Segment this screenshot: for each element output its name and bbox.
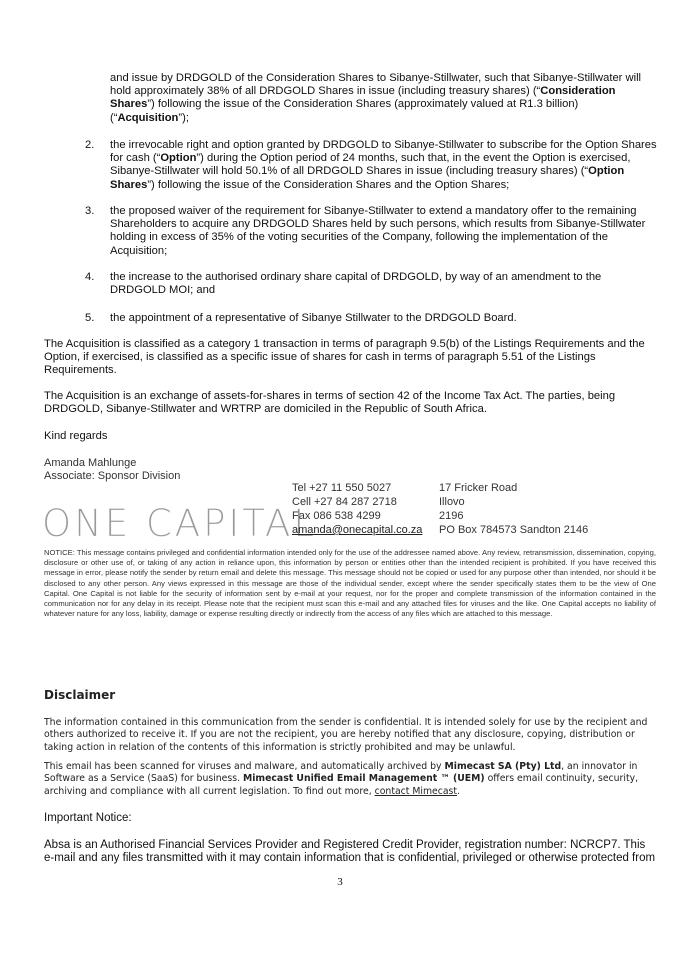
tax-paragraph: The Acquisition is an exchange of assets-for-shares in terms of section 42 of the Income Tax Act. The parties, being DRDGOLD, Sibanye-Stillwater and WRTRP are domiciled in the Republic of South Africa.	[44, 390, 616, 416]
tel: Tel +27 11 550 5027	[292, 482, 392, 494]
signature-title: Associate: Sponsor Division	[44, 470, 181, 482]
confidentiality-notice: NOTICE: This message contains privileged and confidential information intended only for the use of the addressee named above. Any review, retransmission, dissemination, copying, disclosure or other use of, or taking of any action in reliance upon, this information by person or entities other than the intended recipient is prohibited. If you have received this message in error, please notify the sender by return email and delete this message. This message should not be copied or used for any purpose other than intended, nor should it be disclosed to any other person. Any views expressed in this message are those of the individual sender, except where the sender specifically states them to be the view of One Capital. One Capital is not liable for the security of information sent by e-mail at your request, nor for the proper and complete transmission of the information contained in the communication nor for any delay in its receipt. Please note that the recipient must scan this e-mail and any attached files for viruses and the like. One Capital accepts no liability of whatever nature for any loss, liability, damage or expense resulting directly or indirectly from the access of any files which are attached to this message.	[44, 548, 656, 619]
list-item: the increase to the authorised ordinary share capital of DRDGOLD, by way of an amendment to the DRDGOLD MOI; and	[110, 271, 602, 297]
disclaimer-paragraph: The information contained in this communication from the sender is confidential. It is intended solely for use by the recipient and others authorized to receive it. If you are not the recipient, you are hereby notified that any disclosure, copying, distribution or taking action in relation of the contents of this information is strictly prohibited and may be unlawful.	[44, 717, 648, 753]
list-item: the proposed waiver of the requirement for Sibanye-Stillwater to extend a mandatory offer to the remaining Shareholders to acquire any DRDGOLD Shares held by such persons, which results from Sibanye-Stillwater holding in excess of 35% of the voting securities of the Company, following the implementation of the Acquisition;	[110, 205, 646, 257]
one-capital-logo: ONE CAPITAL	[42, 502, 317, 545]
list-item: the irrevocable right and option granted by DRDGOLD to Sibanye-Stillwater to subscribe for the Option Shares for cash (“Option”) during the Option period of 24 months, such that, in the event the Option is exercised, Sibanye-Stillwater will hold 50.1% of all DRDGOLD Shares in issue (including treasury shares) (“Option Shares”) following the issue of the Consideration Shares and the Option Shares;	[110, 139, 657, 191]
intro-paragraph: and issue by DRDGOLD of the Consideration Shares to Sibanye-Stillwater, such that Sibanye-Stillwater will hold approximately 38% of all DRDGOLD Shares in issue (including treasury shares) (“Consideration Shares”) following the issue of the Consideration Shares (approximately valued at R1.3 billion) (“Acquisition”);	[110, 72, 642, 124]
address-line: 2196	[439, 510, 464, 522]
signature-name: Amanda Mahlunge	[44, 457, 137, 469]
item-number: 3.	[85, 205, 95, 217]
email-link[interactable]: amanda@onecapital.co.za	[292, 524, 423, 536]
closing: Kind regards	[44, 430, 108, 442]
address-line: 17 Fricker Road	[439, 482, 518, 494]
item-number: 4.	[85, 271, 95, 283]
page-number: 3	[337, 876, 343, 888]
mimecast-paragraph: This email has been scanned for viruses and malware, and automatically archived by Mimecast SA (Pty) Ltd, an innovator in Software as a Service (SaaS) for business. Mimecast Unified Email Management ™ (UEM) offers email continuity, security, archiving and compliance with all current legislation. To find out more, contact Mimecast.	[44, 761, 639, 797]
important-notice-heading: Important Notice:	[44, 812, 132, 824]
classification-paragraph: The Acquisition is classified as a category 1 transaction in terms of paragraph 9.5(b) of the Listings Requirements and the Option, if exercised, is classified as a specific issue of shares for cash in terms of paragraph 5.51 of the Listings Requirements.	[44, 338, 645, 377]
address-line: PO Box 784573 Sandton 2146	[439, 524, 589, 536]
address-line: Illovo	[439, 496, 465, 508]
disclaimer-heading: Disclaimer	[44, 688, 116, 702]
list-item: the appointment of a representative of Sibanye Stillwater to the DRDGOLD Board.	[110, 312, 517, 324]
important-notice-text: Absa is an Authorised Financial Services Provider and Registered Credit Provider, registration number: NCRCP7. This e-mail and any files transmitted with it may contain information that is confidential, privileged or otherwise protected from	[44, 839, 656, 865]
contact-mimecast-link[interactable]: contact Mimecast	[374, 785, 458, 797]
item-number: 2.	[85, 139, 95, 151]
fax: Fax 086 538 4299	[292, 510, 381, 522]
item-number: 5.	[85, 312, 95, 324]
cell: Cell +27 84 287 2718	[292, 496, 397, 508]
